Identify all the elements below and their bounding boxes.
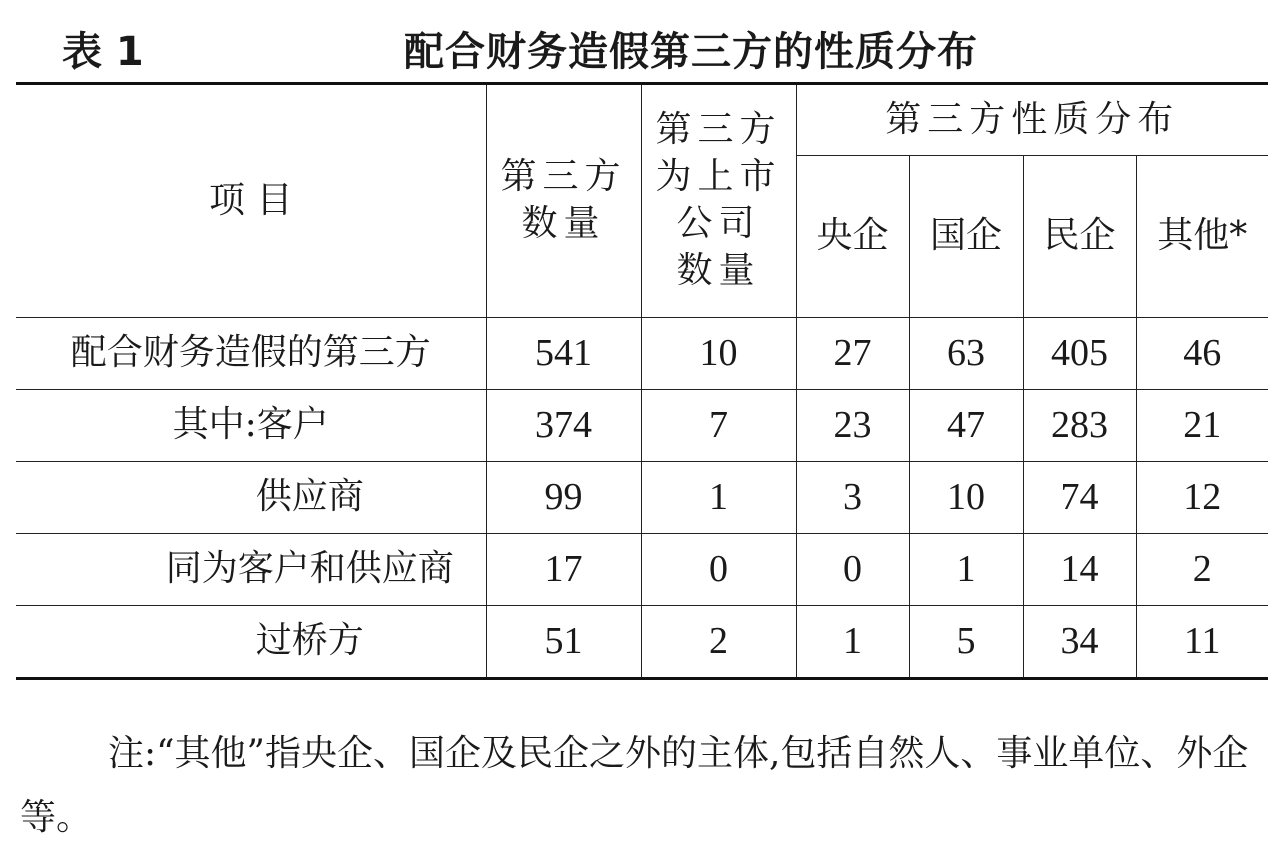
header-nature-group-label: 第三方性质分布 [885,98,1180,140]
table-note: 注:“其他”指央企、国企及民企之外的主体,包括自然人、事业单位、外企等。 [20,733,1249,838]
header-listed-line: 为上市 [655,156,782,198]
row-label: 同为客户和供应商 [16,534,486,606]
cell-count: 541 [486,318,641,390]
cell-local-soe: 1 [909,534,1023,606]
cell-other: 21 [1136,390,1268,462]
table-number: 表 1 [62,29,144,75]
row-label: 过桥方 [16,606,486,679]
cell-local-soe: 47 [909,390,1023,462]
table-caption [0,14,1280,74]
cell-listed: 0 [641,534,796,606]
data-table [16,82,1268,680]
cell-central-soe: 23 [796,390,909,462]
table-row [16,606,1268,679]
table-row [16,462,1268,534]
header-count-line: 第三方 [500,156,627,198]
header-listed-line: 公司 [676,203,761,244]
cell-local-soe: 5 [909,606,1023,679]
cell-listed: 1 [641,462,796,534]
table-title: 配合财务造假第三方的性质分布 [404,29,978,75]
cell-private: 405 [1023,318,1136,390]
table-row [16,390,1268,462]
cell-private: 283 [1023,390,1136,462]
cell-other: 46 [1136,318,1268,390]
header-count-line: 数量 [521,203,606,244]
table-row [16,534,1268,606]
cell-central-soe: 27 [796,318,909,390]
header-local-soe: 国企 [909,156,1023,318]
header-listed [641,84,796,318]
header-item [16,84,486,318]
cell-local-soe: 10 [909,462,1023,534]
cell-other: 12 [1136,462,1268,534]
header-private: 民企 [1023,156,1136,318]
cell-central-soe: 1 [796,606,909,679]
cell-private: 34 [1023,606,1136,679]
table-row [16,318,1268,390]
cell-listed: 10 [641,318,796,390]
cell-other: 2 [1136,534,1268,606]
header-listed-line: 第三方 [655,109,782,151]
header-central-soe: 央企 [796,156,909,318]
cell-count: 51 [486,606,641,679]
cell-central-soe: 3 [796,462,909,534]
cell-local-soe: 63 [909,318,1023,390]
cell-listed: 7 [641,390,796,462]
cell-listed: 2 [641,606,796,679]
row-label: 其中:客户 [16,390,486,462]
header-count [486,84,641,318]
header-listed-line: 数量 [676,249,761,291]
cell-other: 11 [1136,606,1268,679]
header-row-1 [16,84,1268,156]
row-label: 供应商 [16,462,486,534]
row-label: 配合财务造假的第三方 [16,318,486,390]
cell-count: 17 [486,534,641,606]
header-item-label: 项 目 [209,179,293,221]
cell-private: 14 [1023,534,1136,606]
header-other: 其他* [1136,156,1268,318]
cell-count: 99 [486,462,641,534]
cell-count: 374 [486,390,641,462]
cell-central-soe: 0 [796,534,909,606]
cell-private: 74 [1023,462,1136,534]
header-nature-group [796,84,1268,156]
